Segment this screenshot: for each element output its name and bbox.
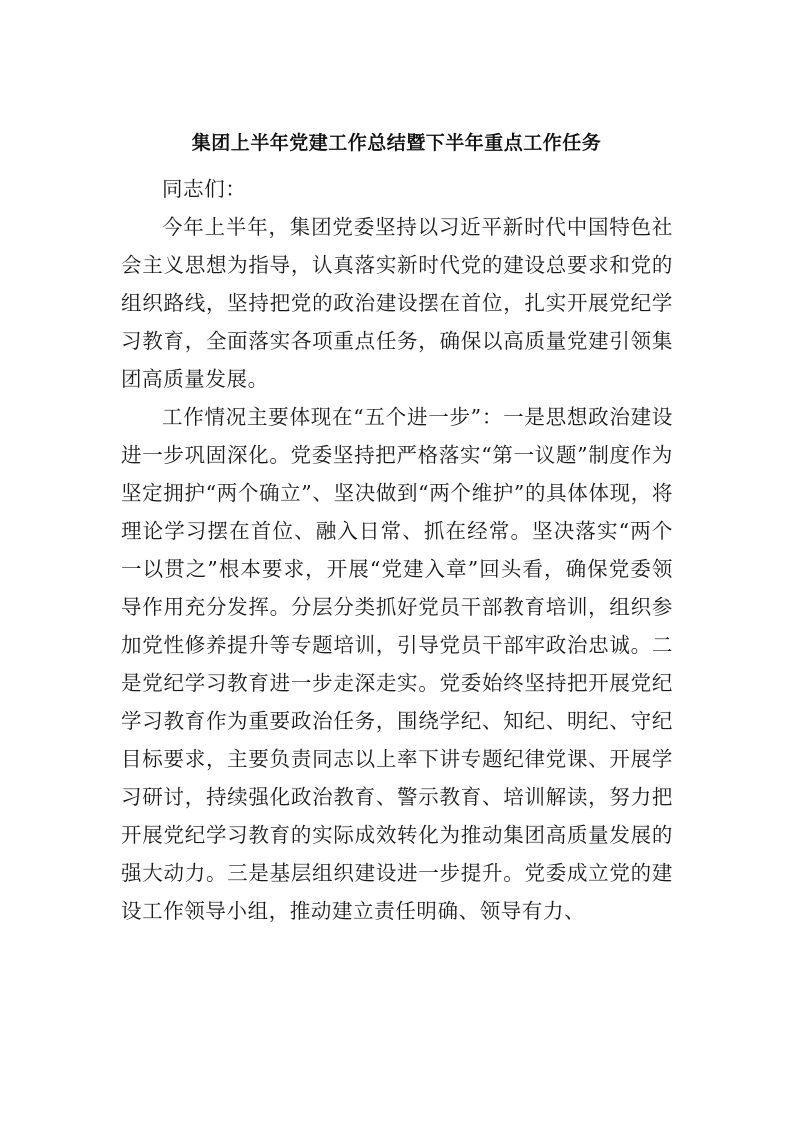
paragraph-1: 今年上半年，集团党委坚持以习近平新时代中国特色社会主义思想为指导，认真落实新时代党的建设总要求和党的组织路线，坚持把党的政治建设摆在首位，扎实开展党纪学习教育，全面落实各项重点任务，确保以高质量党建引领集团高质量发展。: [121, 215, 673, 391]
salutation: 同志们：: [162, 177, 247, 201]
paragraph-2: 工作情况主要体现在“五个进一步”：一是思想政治建设进一步巩固深化。党委坚持把严格落实“第一议题”制度作为坚定拥护“两个确立”、坚决做到“两个维护”的具体体现，将理论学习摆在首位、融入日常、抓在经常。坚决落实“两个一以贯之”根本要求，开展“党建入章”回头看，确保党委领导作用充分发挥。分层分类抓好党员干部教育培训，组织参加党性修养提升等专题培训，引导党员干部牢政治忠诚。二是党纪学习教育进一步走深走实。党委始终坚持把开展党纪学习教育作为重要政治任务，围绕学纪、知纪、明纪、守纪目标要求，主要负责同志以上率下讲专题纪律党课、开展学习研讨，持续强化政治教育、警示教育、培训解读，努力把开展党纪学习教育的实际成效转化为推动集团高质量发展的强大动力。三是基层组织建设进一步提升。党委成立党的建设工作领导小组，推动建立责任明确、领导有力、: [121, 405, 673, 923]
document-body: [121, 170, 673, 930]
document-title: 集团上半年党建工作总结暨下半年重点工作任务: [191, 132, 602, 154]
